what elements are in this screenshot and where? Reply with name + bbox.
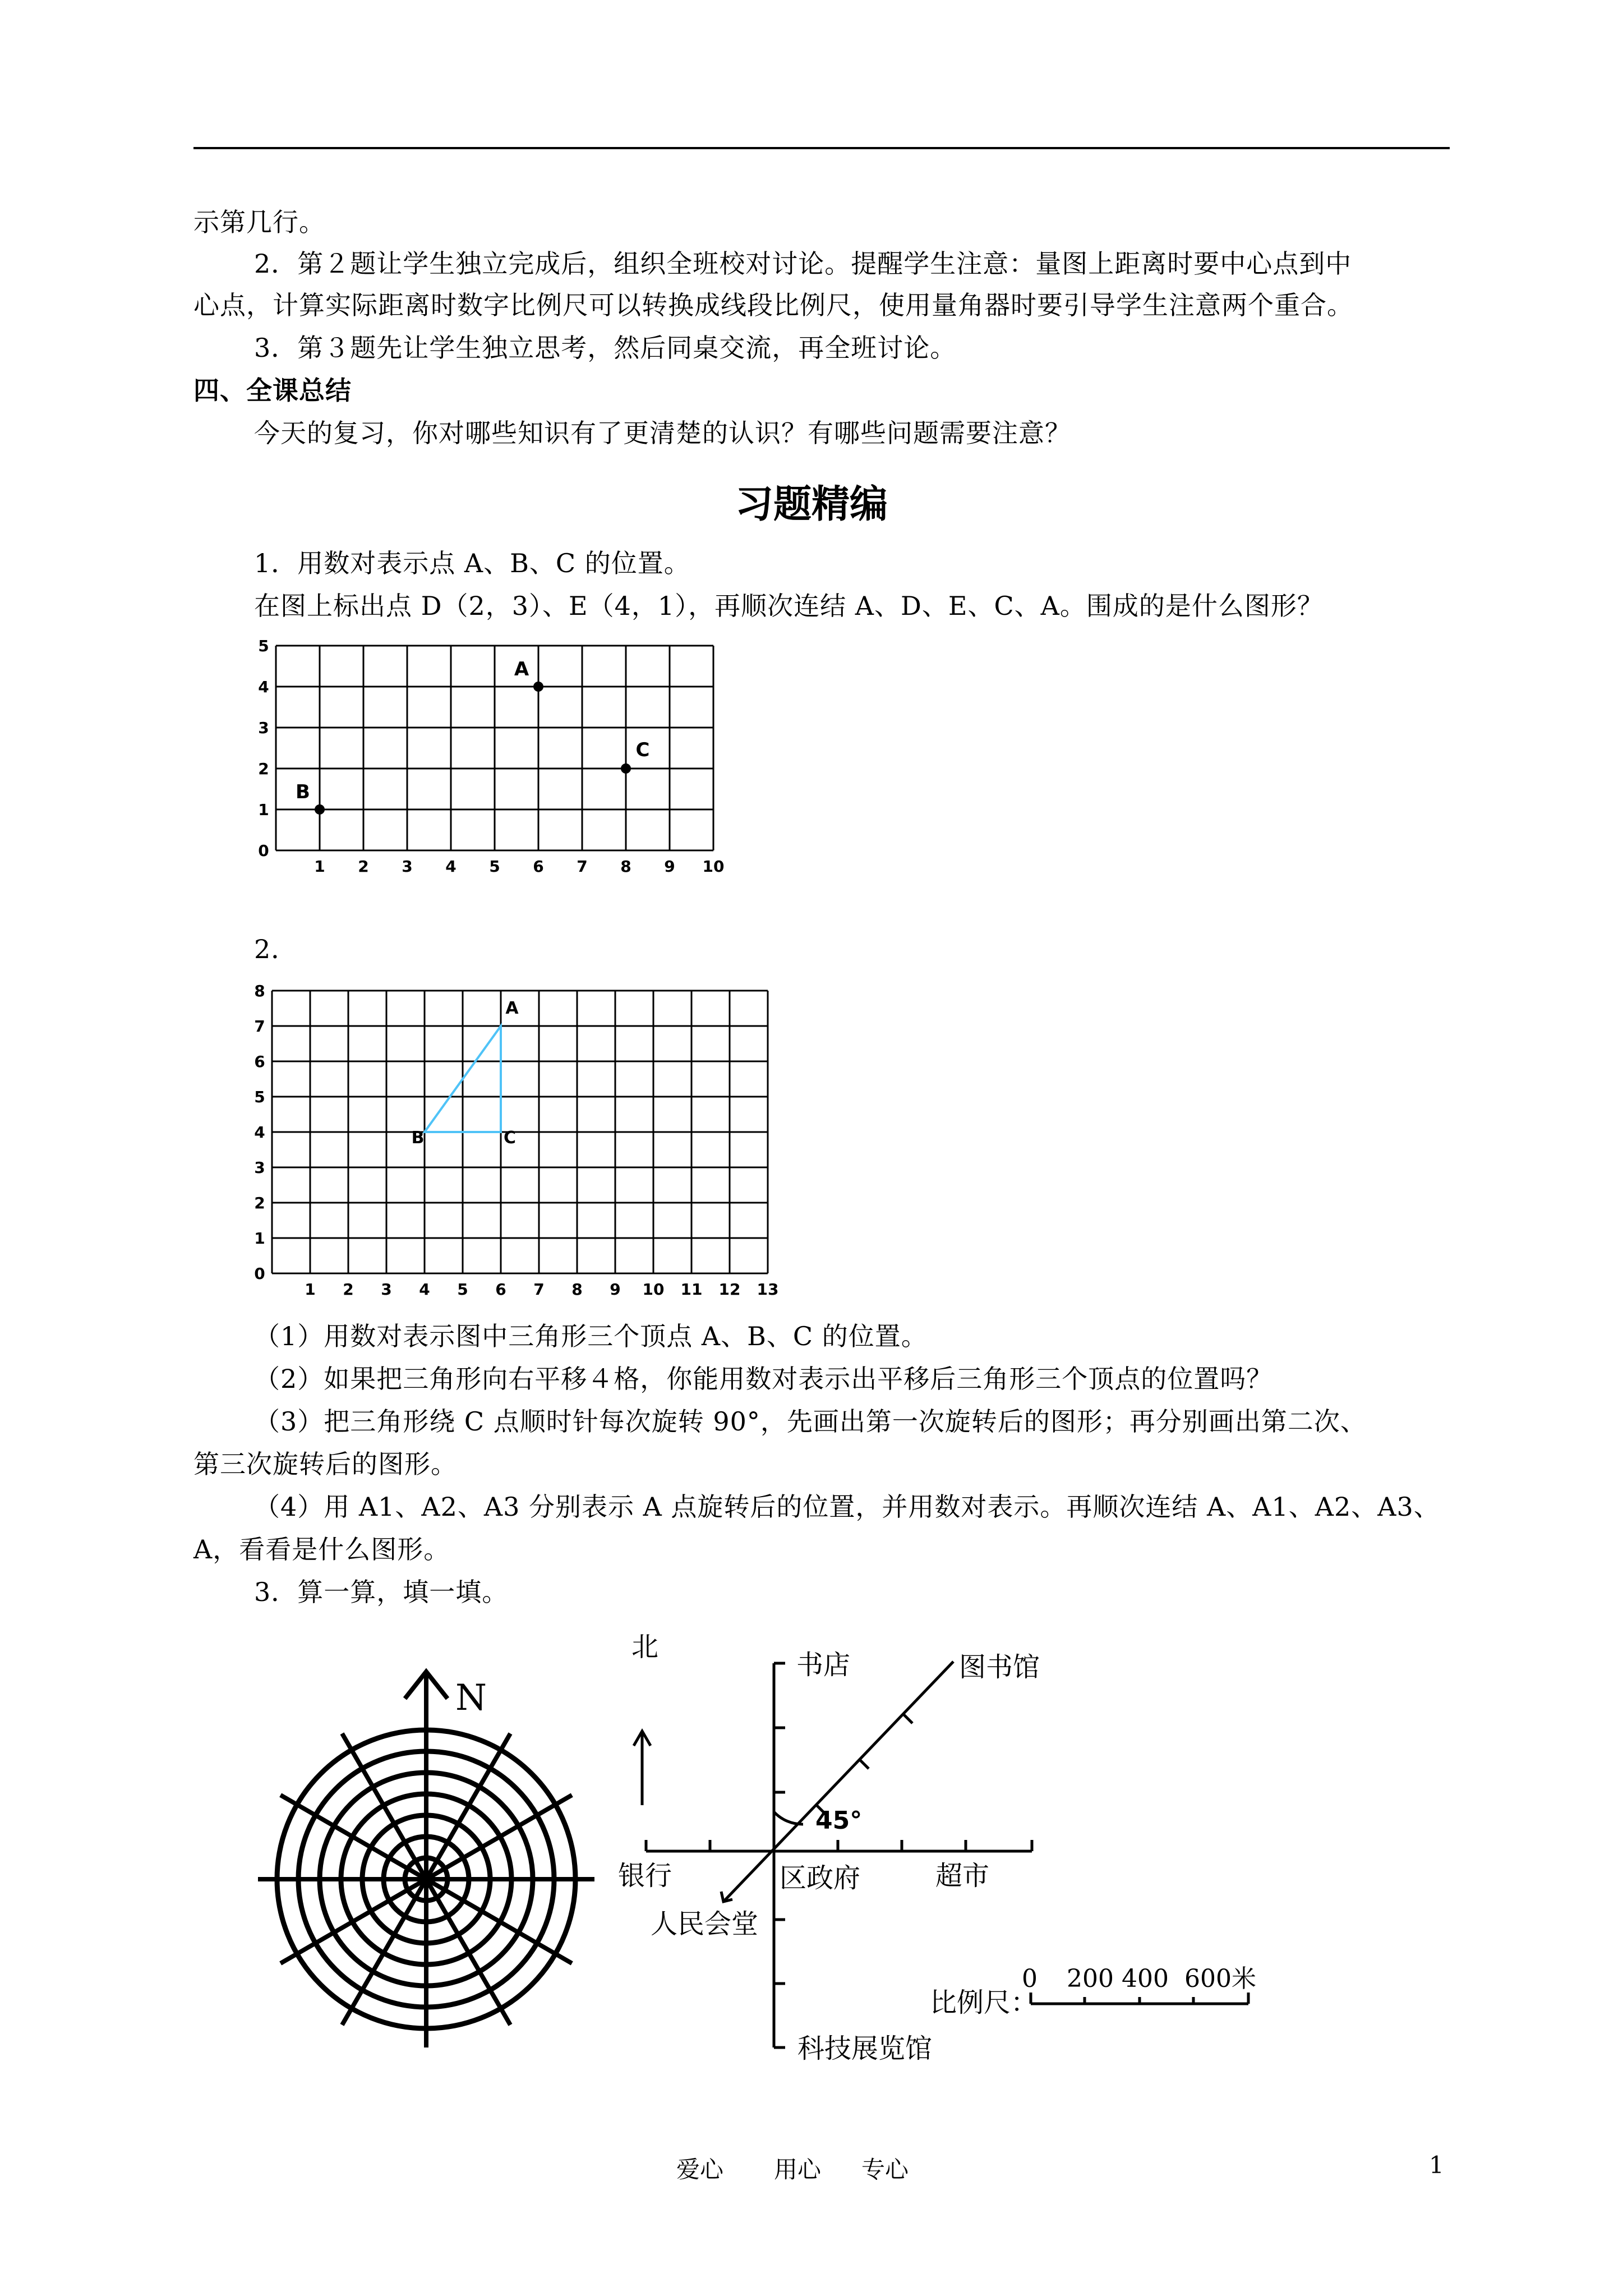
place-peoples-hall: 人民会堂 — [651, 1908, 759, 1940]
y-tick-label: 6 — [254, 1052, 265, 1071]
y-tick-label: 7 — [254, 1017, 265, 1036]
exercise2-sub4-cont: A，看看是什么图形。 — [193, 1534, 450, 1565]
scale-value: 0 — [1022, 1964, 1038, 1993]
page-number: 1 — [1429, 2151, 1444, 2179]
x-tick-label: 11 — [680, 1280, 703, 1299]
x-tick-label: 9 — [610, 1280, 621, 1299]
point-label-a: A — [514, 658, 529, 680]
x-tick-label: 5 — [457, 1280, 468, 1299]
exercise2-sub3-cont: 第三次旋转后的图形。 — [193, 1449, 457, 1479]
scale-label: 比例尺： — [930, 1987, 1038, 2018]
exercise2-sub3: （3）把三角形绕 C 点顺时针每次旋转 90°，先画出第一次旋转后的图形；再分别画出第二次、 — [254, 1406, 1367, 1437]
footer-text: 爱心 — [676, 2156, 724, 2183]
place-library: 图书馆 — [959, 1651, 1040, 1683]
y-tick-label: 8 — [254, 982, 265, 1000]
place-supermarket: 超市 — [935, 1860, 990, 1892]
text-line: 示第几行。 — [193, 207, 325, 237]
scale-value: 600米 — [1184, 1964, 1256, 1993]
x-tick-label: 7 — [577, 857, 588, 876]
y-tick-label: 0 — [254, 1264, 265, 1283]
x-tick-label: 9 — [664, 857, 675, 876]
north-label: 北 — [631, 1631, 659, 1663]
text-line: 今天的复习，你对哪些知识有了更清楚的认识？有哪些问题需要注意？ — [254, 418, 1071, 448]
vertex-label-a: A — [505, 999, 519, 1018]
x-tick-label: 3 — [381, 1280, 392, 1299]
y-tick-label: 5 — [258, 637, 269, 655]
x-tick-label: 5 — [489, 857, 500, 876]
y-tick-label: 2 — [258, 760, 269, 778]
y-tick-label: 3 — [254, 1158, 265, 1177]
compass-north-label: N — [455, 1677, 487, 1719]
x-tick-label: 13 — [757, 1280, 779, 1299]
section-heading: 四、全课总结 — [193, 375, 352, 406]
x-tick-label: 10 — [642, 1280, 665, 1299]
place-bank: 银行 — [618, 1860, 672, 1892]
x-tick-label: 7 — [533, 1280, 545, 1299]
text-line: 心点，计算实际距离时数字比例尺可以转换成线段比例尺，使用量角器时要引导学生注意两个重合。 — [193, 290, 1353, 320]
x-tick-label: 1 — [314, 857, 325, 876]
vertex-label-b: B — [411, 1128, 425, 1148]
x-tick-label: 3 — [402, 857, 413, 876]
footer-text: 专心 — [861, 2156, 909, 2183]
y-tick-label: 3 — [258, 719, 269, 737]
x-tick-label: 8 — [571, 1280, 583, 1299]
vertex-label-c: C — [503, 1128, 517, 1148]
y-tick-label: 5 — [254, 1088, 265, 1106]
scale-value: 400 — [1122, 1964, 1169, 1993]
y-tick-label: 1 — [254, 1229, 265, 1248]
exercise1-question: 1．用数对表示点 A、B、C 的位置。 — [254, 548, 690, 578]
x-tick-label: 8 — [620, 857, 631, 876]
point-label-c: C — [635, 739, 650, 761]
x-tick-label: 2 — [343, 1280, 354, 1299]
x-tick-label: 2 — [358, 857, 369, 876]
exercise2-sub2: （2）如果把三角形向右平移４格，你能用数对表示出平移后三角形三个顶点的位置吗？ — [254, 1364, 1273, 1394]
exercise3-question: 3．算一算，填一填。 — [254, 1577, 509, 1607]
point-label-b: B — [296, 781, 310, 803]
exercise2-sub1: （1）用数对表示图中三角形三个顶点 A、B、C 的位置。 — [254, 1321, 928, 1351]
x-tick-label: 4 — [445, 857, 457, 876]
x-tick-label: 6 — [533, 857, 544, 876]
text-line: 3．第３题先让学生独立思考，然后同桌交流，再全班讨论。 — [254, 333, 957, 363]
x-tick-label: 6 — [495, 1280, 506, 1299]
exercise2-sub4: （4）用 A1、A2、A3 分别表示 A 点旋转后的位置，并用数对表示。再顺次连结 A、A1、A2、A3、 — [254, 1492, 1440, 1522]
angle-label: 45° — [815, 1806, 863, 1835]
text-line: 2．第２题让学生独立完成后，组织全班校对讨论。提醒学生注意：量图上距离时要中心点到中 — [254, 249, 1352, 279]
x-tick-label: 4 — [419, 1280, 430, 1299]
x-tick-label: 10 — [702, 857, 725, 876]
y-tick-label: 1 — [258, 800, 269, 819]
y-tick-label: 4 — [258, 678, 269, 696]
section-title: 习题精编 — [735, 482, 888, 527]
exercise2-number: 2． — [254, 934, 298, 964]
y-tick-label: 0 — [258, 841, 269, 860]
x-tick-label: 12 — [718, 1280, 741, 1299]
y-tick-label: 2 — [254, 1194, 265, 1212]
y-tick-label: 4 — [254, 1123, 265, 1142]
exercise1-question-2: 在图上标出点 D（2，3）、E（4，1），再顺次连结 A、D、E、C、A。围成的是什么图形？ — [254, 591, 1324, 621]
scale-value: 200 — [1067, 1964, 1114, 1993]
x-tick-label: 1 — [305, 1280, 316, 1299]
place-district-gov: 区政府 — [780, 1862, 861, 1894]
footer-text: 用心 — [774, 2156, 822, 2183]
place-bookstore: 书店 — [796, 1649, 851, 1681]
place-science-museum: 科技展览馆 — [797, 2033, 933, 2064]
